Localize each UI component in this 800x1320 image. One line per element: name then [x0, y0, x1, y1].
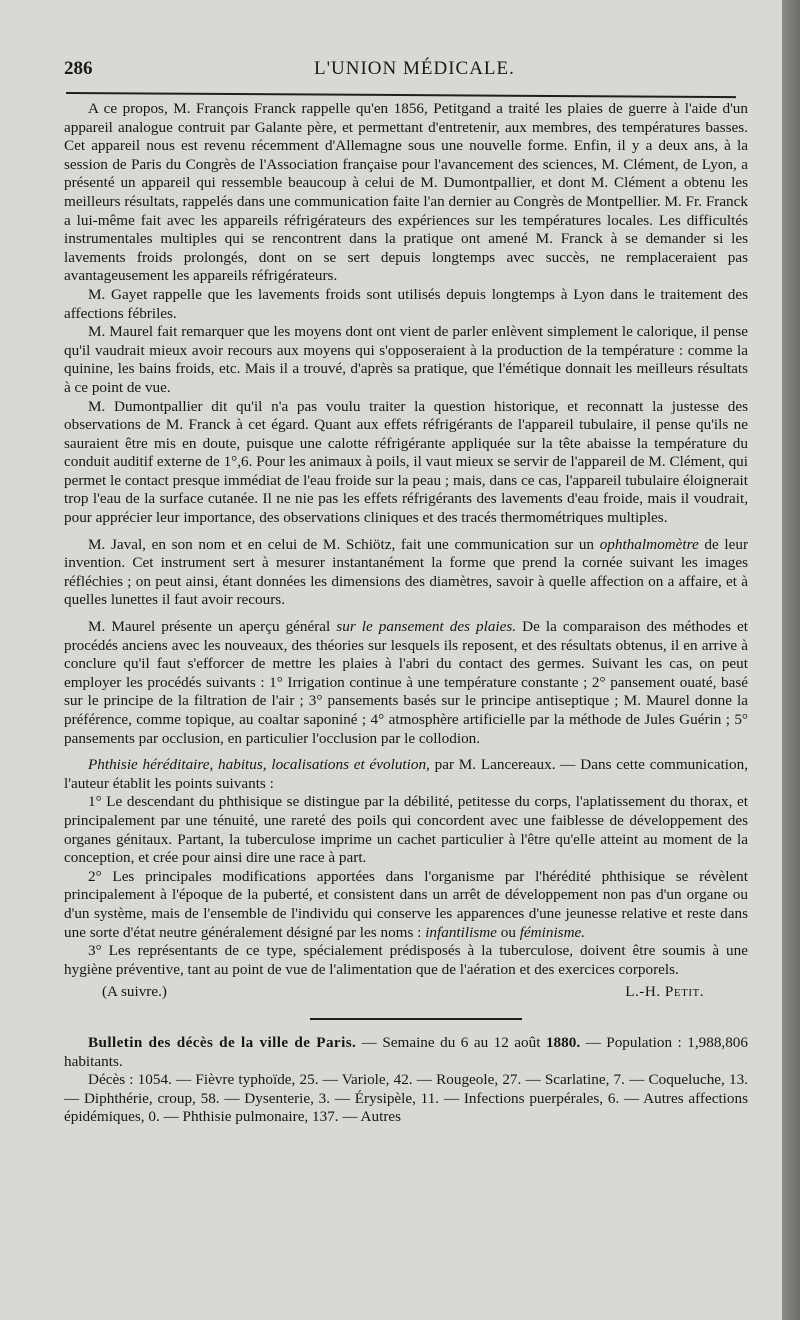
signoff	[64, 983, 748, 1002]
paragraph-maurel: M. Maurel fait remarquer que les moyens dont ont vient de parler enlèvent simplement le calorique, il pense qu'il vaudrait mieux avoir recours aux moyens qui s'opposeraient à la production de la température : comme la quinine, les bains froids, etc. Mais il a trouvé, d'après sa pratique, que l'émétique donnait les meilleurs résultats à ce point de vue.	[64, 323, 748, 396]
to-be-continued: (A suivre.)	[102, 983, 167, 1001]
paragraph-dumontpallier: M. Dumontpallier dit qu'il n'a pas voulu traiter la question historique, et reconnatt la justesse des observations de M. Franck à cet égard. Quant aux effets réfrigérants de l'appareil tubulaire, il pense qu'ils ne sauraient être mis en doute, puisque une calotte réfrigérante appliquée sur la tête abaisse la température du conduit auditif externe de 1°,6. Pour les animaux à poils, il vaut mieux se servir de l'appareil de M. Clément, qui permet le contact presque immédiat de l'eau froide sur la peau ; mais, dans ce cas, l'appareil tubulaire éloignerait trop l'eau de la surface cutanée. Il ne nie pas les effets réfrigérants des lavements d'eau froide, mais il voudrait, pour apprécier leur importance, des observations cliniques et des tracés thermométriques multiples.	[64, 397, 748, 527]
paragraph-gayet: M. Gayet rappelle que les lavements froids sont utilisés depuis longtemps à Lyon dans le traitement des affections fébriles.	[64, 285, 748, 322]
paragraph-point-3: 3° Les représentants de ce type, spécialement prédisposés à la tuberculose, doivent être soumis à une hygiène préventive, tant au point de vue de l'alimentation que de l'aération et des exercices corporels.	[64, 942, 748, 978]
text-run: 2° Les principales modifications apportées dans l'organisme par l'hérédité phthisique se révèlent principalement à l'époque de la puberté, et consistent dans un arrêt de développement non pas d'un organe ou d'un système, mais de l'ensemble de l'individu qui conserve les apparences d'une jeunesse relative et reste dans une sorte d'état neutre généralement désigné par les noms :	[64, 867, 748, 941]
paragraph-lancereaux	[64, 756, 748, 793]
text-run: par M. Lancereaux. — Dans cette communication, l'auteur établit les points suivants :	[64, 756, 748, 792]
bulletin-heading	[64, 1034, 748, 1071]
text-run: M. Javal, en son nom et en celui de M. Schiötz, fait une communication sur un	[88, 535, 600, 553]
text-run: De la comparaison des méthodes et procédés anciens avec les nouveaux, des théories sur lesquels ils reposent, et des résultats obtenus, il en arrive à conclure qu'il faut s'efforcer de mettre les plaies à l'abri du contact des germes. Suivant les cas, on peut employer les procédés suivants : 1° Irrigation continue à une température constante ; 2° pansement ouaté, basé sur le principe de la filtration de l'air ; 3° pansements basés sur le principe antiseptique ; M. Maurel donne la préférence, comme topique, au coaltar saponiné ; 4° atmosphère artificielle par la méthode de Jules Guérin ; 5° pansements par occlusion, en particulier l'occlusion par le collodion.	[64, 618, 748, 747]
page-number: 286	[64, 58, 93, 79]
bulletin-title: Bulletin des décès de la ville de Paris.	[88, 1033, 357, 1051]
italic-term: ophthalmomètre	[599, 535, 699, 553]
book-spine-shadow	[782, 0, 800, 1320]
bulletin-deaths: Décès : 1054. — Fièvre typhoïde, 25. — Variole, 42. — Rougeole, 27. — Scarlatine, 7. — Coqueluche, 13. — Diphthérie, croup, 58. — Dysenterie, 3. — Érysipèle, 11. — Infections puerpérales, 6. — Autres affections épidémiques, 0. — Phthisie pulmonaire, 137. — Autres	[64, 1071, 748, 1126]
paragraph-pansement	[64, 618, 748, 748]
text-run: ou	[496, 923, 520, 941]
italic-term: féminisme.	[519, 923, 586, 941]
bulletin-year: 1880.	[545, 1033, 581, 1051]
paragraph-point-2	[64, 868, 748, 942]
bulletin-population: — Population : 1,988,806 habitants.	[64, 1033, 748, 1070]
paragraph-franck: A ce propos, M. François Franck rappelle qu'en 1856, Petitgand a traité les plaies de guerre à l'aide d'un appareil analogue contruit par Galante père, et permettant d'entretenir, aux membres, des températures basses. Cet appareil nous est revenu récemment d'Allemagne sous une nouvelle forme. Enfin, il y a deux ans, à la session de Paris du Congrès de l'Association française pour l'avancement des sciences, M. Clément, de Lyon, a présenté un appareil qui ressemble beaucoup à celui de M. Dumontpallier, et dont M. Clément a obtenu les meilleurs résultats, rappelés dans une communication faite l'an dernier au Congrès de Montpellier. M. Fr. Franck a lui-même fait avec les appareils réfrigérateurs des expériences sur les températures locales. Les difficultés instrumentales multiples qui se rencontrent dans la pratique ont amené M. Franck à se demander si les lavements froids prolongés, dont on se sert depuis longtemps avec succès, ne remplaceraient pas avantageusement les appareils réfrigérateurs.	[64, 100, 748, 285]
page-header	[64, 58, 734, 86]
text-run: de leur invention. Cet instrument sert à mesurer instantanément la forme que prend la cornée suivant les images réfléchies ; on peut ainsi, étant données les dimensions des diamètres, savoir à quelle affection on a affaire, et à quelles lunettes il faut avoir recours.	[64, 535, 748, 609]
italic-term: sur le pansement des plaies.	[336, 618, 517, 636]
section-separator	[310, 1018, 522, 1020]
bulletin-week: — Semaine du 6 au 12 août	[356, 1033, 546, 1051]
article-body	[64, 100, 748, 1127]
paragraph-javal	[64, 536, 748, 610]
paragraph-point-1: 1° Le descendant du phthisique se distingue par la débilité, petitesse du corps, l'aplatissement du thorax, et principalement par une ténuité, une rareté des poils qui concordent avec une faiblesse de développement des organes génitaux. Partant, la tuberculose imprime un cachet particulier à l'être qu'elle atteint au moment de la conception, et crée pour ainsi dire une race à part.	[64, 793, 748, 867]
running-title: L'UNION MÉDICALE.	[314, 58, 515, 79]
text-run: M. Maurel présente un aperçu général	[88, 618, 337, 636]
header-rule	[66, 92, 736, 98]
italic-term: infantilisme	[425, 923, 497, 941]
italic-title: Phthisie héréditaire, habitus, localisations et évolution,	[88, 756, 430, 774]
author-signature: L.-H. Petit.	[625, 983, 704, 1001]
